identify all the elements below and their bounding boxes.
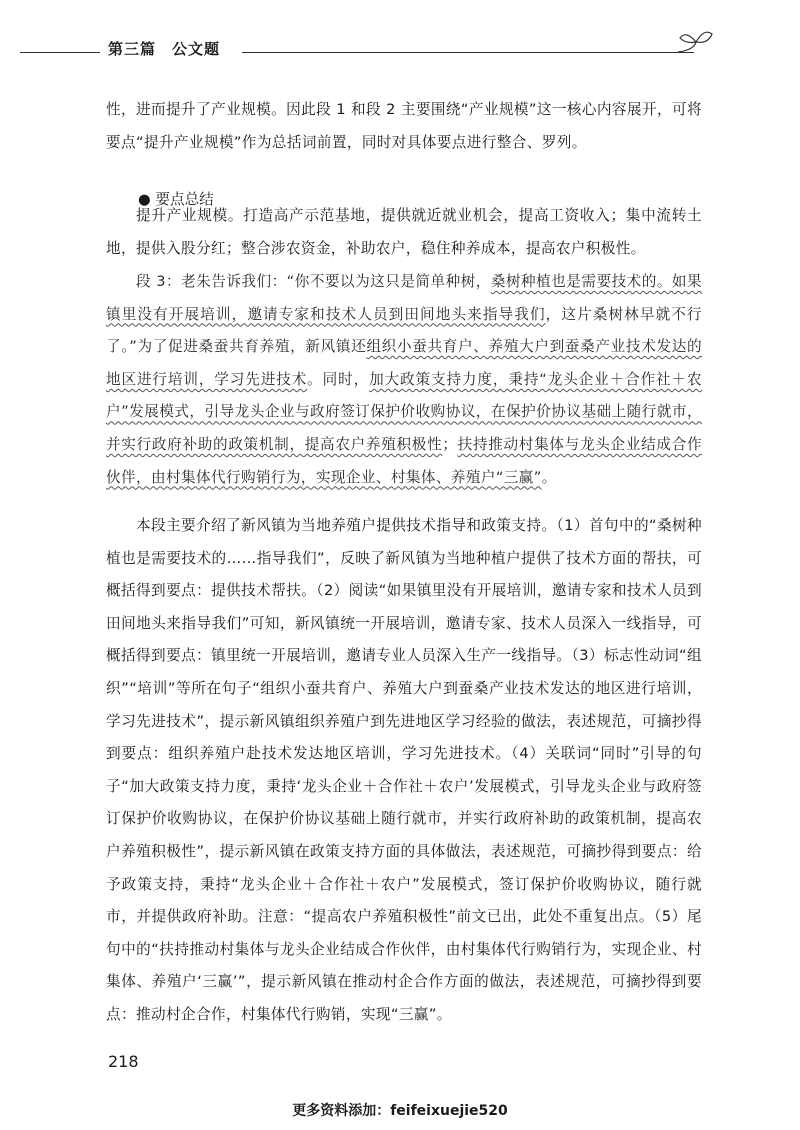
material-text: 。 bbox=[541, 468, 557, 486]
summary-heading-label: 要点总结 bbox=[155, 191, 214, 208]
material-text: ； bbox=[442, 435, 458, 453]
material-text: 段 3：老朱告诉我们：“你不要以为这只是简单种树， bbox=[136, 273, 491, 290]
paragraph-2: 提升产业规模。打造高产示范基地，提供就近就业机会，提高工资收入；集中流转土地，提供入股分红；整合涉农资金，补助农户，稳住种养成本，提高农户积极性。 bbox=[106, 207, 702, 257]
page-header bbox=[0, 0, 800, 70]
material-text: 。同时， bbox=[307, 370, 370, 388]
underlined-phrase-3: 加大政策支持力度，秉持“龙头企业＋合作社＋农户”发展模式，引导龙头企业与政府签订保护价收购协议，在保护价协议基础上随行就市，并实行政府补助的政策机制，提高农户养殖积极性 bbox=[106, 370, 702, 453]
page-number: 218 bbox=[108, 1052, 139, 1071]
paragraph-4-analysis: 本段主要介绍了新风镇为当地养殖户提供技术指导和政策支持。（1）首句中的“桑树种植也是需要技术的……指导我们”，反映了新风镇为当地种植户提供了技术方面的帮扶，可概括得到要点：提供技术帮扶。（2）阅读“如果镇里没有开展培训，邀请专家和技术人员到田间地头来指导我们”可知，新风镇统一开展培训，邀请专家、技术人员深入一线指导，可概括得到要点：镇里统一开展培训，邀请专业人员深入生产一线指导。（3）标志性动词“组织”“培训”等所在句子“组织小蚕共育户、养殖大户到蚕桑产业技术发达的地区进行培训，学习先进技术”，提示新风镇组织养殖户到先进地区学习经验的做法，表述规范，可摘抄得到要点：组织养殖户赴技术发达地区培训，学习先进技术。（4）关联词“同时”引导的句子“加大政策支持力度，秉持‘龙头企业＋合作社＋农户’发展模式，引导龙头企业与政府签订保护价收购协议，在保护价协议基础上随行就市，并实行政府补助的政策机制，提高农户养殖积极性”，提示新风镇在政策支持方面的具体做法，表述规范，可摘抄得到要点：给予政策支持，秉持“龙头企业＋合作社＋农户”发展模式，签订保护价收购协议，随行就市，并提供政府补助。注意：“提高农户养殖积极性”前文已出，此处不重复出点。（5）尾句中的“扶持推动村集体与龙头企业结成合作伙伴，由村集体代行购销行为，实现企业、村集体、养殖户‘三赢’”，提示新风镇在推动村企合作方面的做法，表述规范，可摘抄得到要点：推动村企合作，村集体代行购销，实现“三赢”。 bbox=[106, 517, 702, 1023]
footer-note: 更多资料添加：feifeixuejie520 bbox=[292, 1103, 508, 1119]
underlined-phrase-2: 组织小蚕共育户、养殖大户到蚕桑产业技术发达的地区进行培训，学习先进技术 bbox=[106, 338, 702, 388]
underlined-phrase-4: 扶持推动村集体与龙头企业结成合作伙伴，由村集体代行购销行为，实现企业、村集体、养殖户“三赢” bbox=[106, 435, 702, 486]
bullet-icon: ● bbox=[138, 191, 151, 208]
header-rule-left bbox=[20, 52, 100, 53]
material-text: ，这片桑树林早就不行了。”为了促进桑蚕共育养殖，新风镇还 bbox=[106, 305, 702, 356]
section-title: 第三篇 公文题 bbox=[108, 40, 221, 58]
paragraph-3-material bbox=[106, 266, 702, 494]
leaf-sprout-icon bbox=[676, 28, 716, 54]
paragraph-1: 性，进而提升了产业规模。因此段 1 和段 2 主要围绕“产业规模”这一核心内容展开，可将要点“提升产业规模”作为总括词前置，同时对具体要点进行整合、罗列。 bbox=[106, 101, 702, 151]
header-rule-right bbox=[242, 52, 694, 53]
underlined-phrase-1: 桑树种植也是需要技术的。如果镇里没有开展培训，邀请专家和技术人员到田间地头来指导我们 bbox=[106, 273, 702, 323]
